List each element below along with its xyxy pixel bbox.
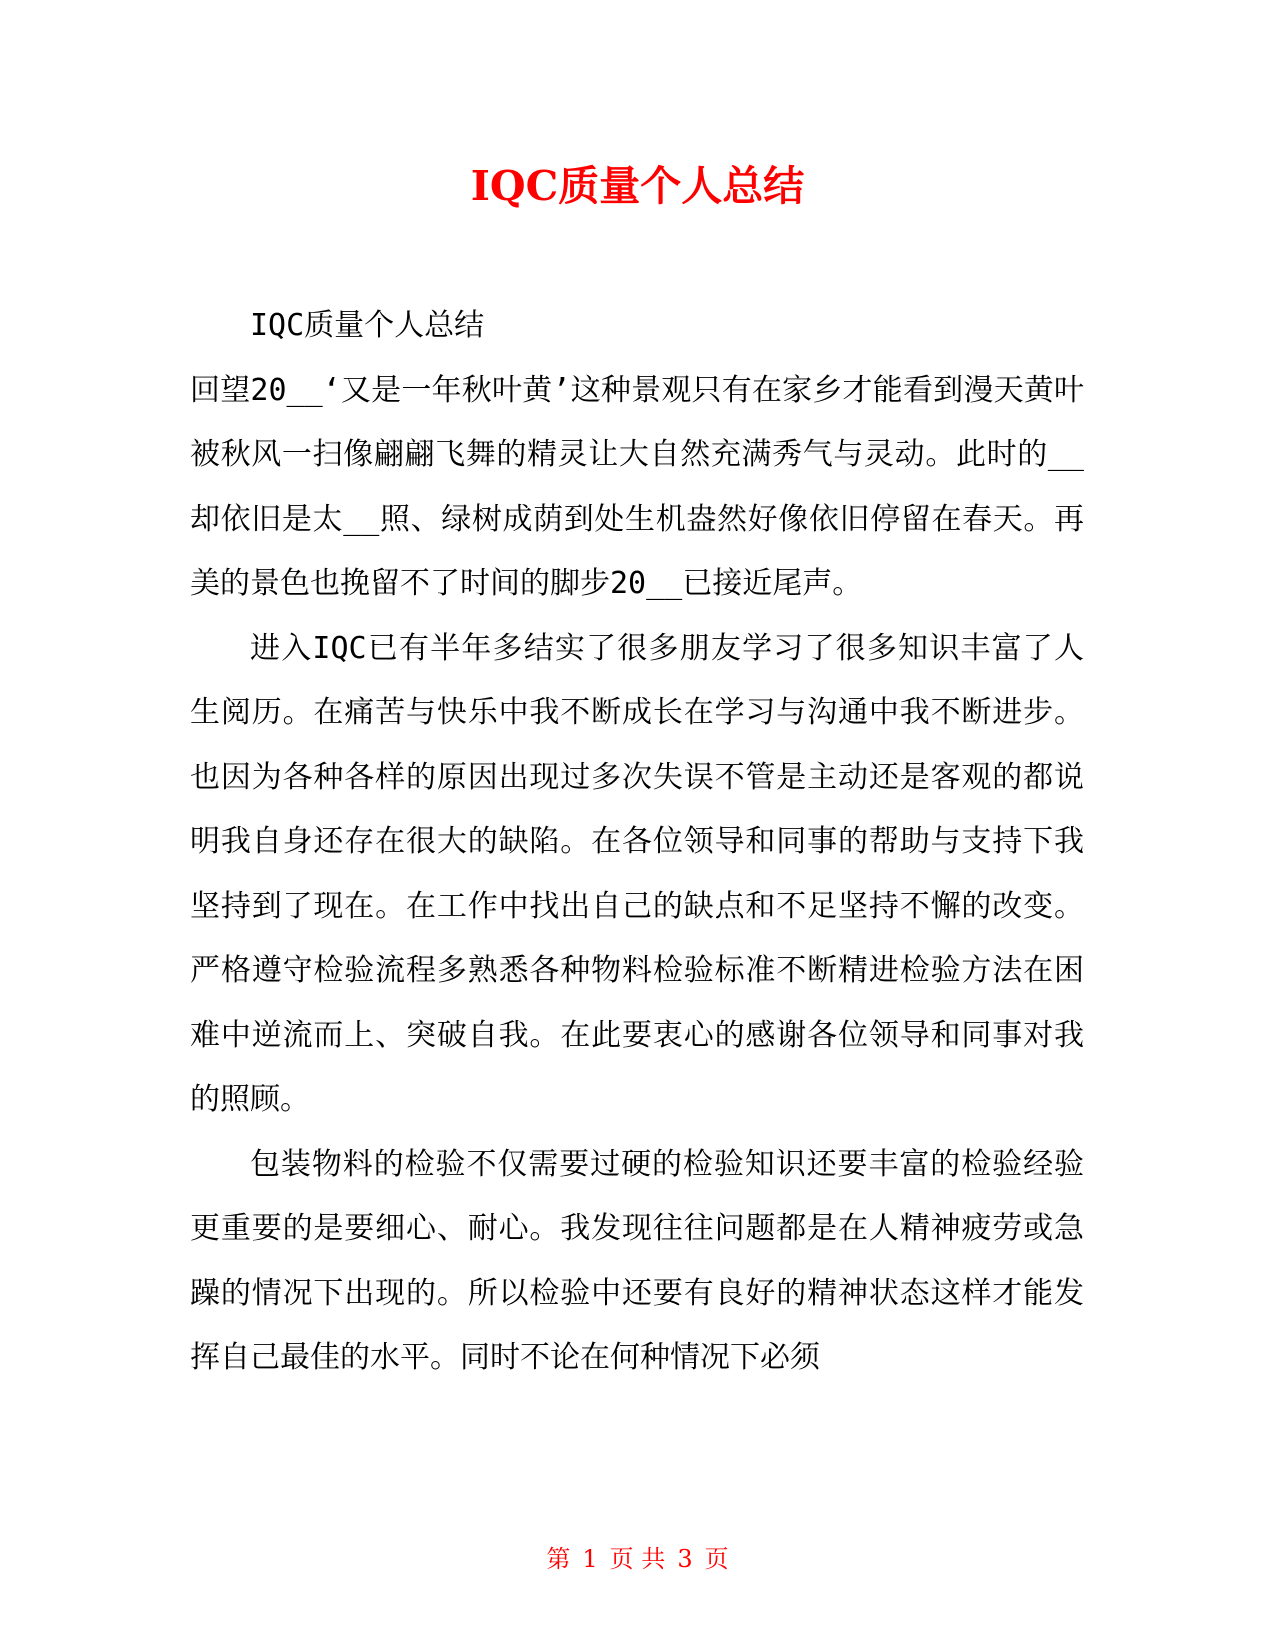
paragraph-2: 进入IQC已有半年多结实了很多朋友学习了很多知识丰富了人生阅历。在痛苦与快乐中我不断成长在学习与沟通中我不断进步。也因为各种各样的原因出现过多次失误不管是主动还是客观的都说明我自身还存在很大的缺陷。在各位领导和同事的帮助与支持下我坚持到了现在。在工作中找出自己的缺点和不足坚持不懈的改变。严格遵守检验流程多熟悉各种物料检验标准不断精进检验方法在困难中逆流而上、突破自我。在此要衷心的感谢各位领导和同事对我的照顾。 <box>190 630 1084 1117</box>
document-body <box>190 294 1084 1391</box>
footer-suffix: 页 <box>704 1545 729 1573</box>
footer-middle: 页 共 <box>609 1545 666 1573</box>
paragraph-3: 包装物料的检验不仅需要过硬的检验知识还要丰富的检验经验更重要的是要细心、耐心。我发现往往问题都是在人精神疲劳或急躁的情况下出现的。所以检验中还要有良好的精神状态这样才能发挥自己最佳的水平。同时不论在何种情况下必须 <box>190 1146 1084 1375</box>
document-subtitle: IQC质量个人总结 <box>250 308 485 343</box>
footer-total-pages: 3 <box>677 1545 693 1573</box>
footer-prefix: 第 <box>546 1545 571 1573</box>
footer-current-page: 1 <box>582 1545 598 1573</box>
page-footer <box>0 1544 1275 1574</box>
paragraph-1: 回望20__‘又是一年秋叶黄’这种景观只有在家乡才能看到漫天黄叶被秋风一扫像翩翩飞舞的精灵让大自然充满秀气与灵动。此时的__却依旧是太__照、绿树成荫到处生机盎然好像依旧停留在春天。再美的景色也挽留不了时间的脚步20__已接近尾声。 <box>190 372 1084 601</box>
document-title: IQC质量个人总结 <box>470 162 805 210</box>
